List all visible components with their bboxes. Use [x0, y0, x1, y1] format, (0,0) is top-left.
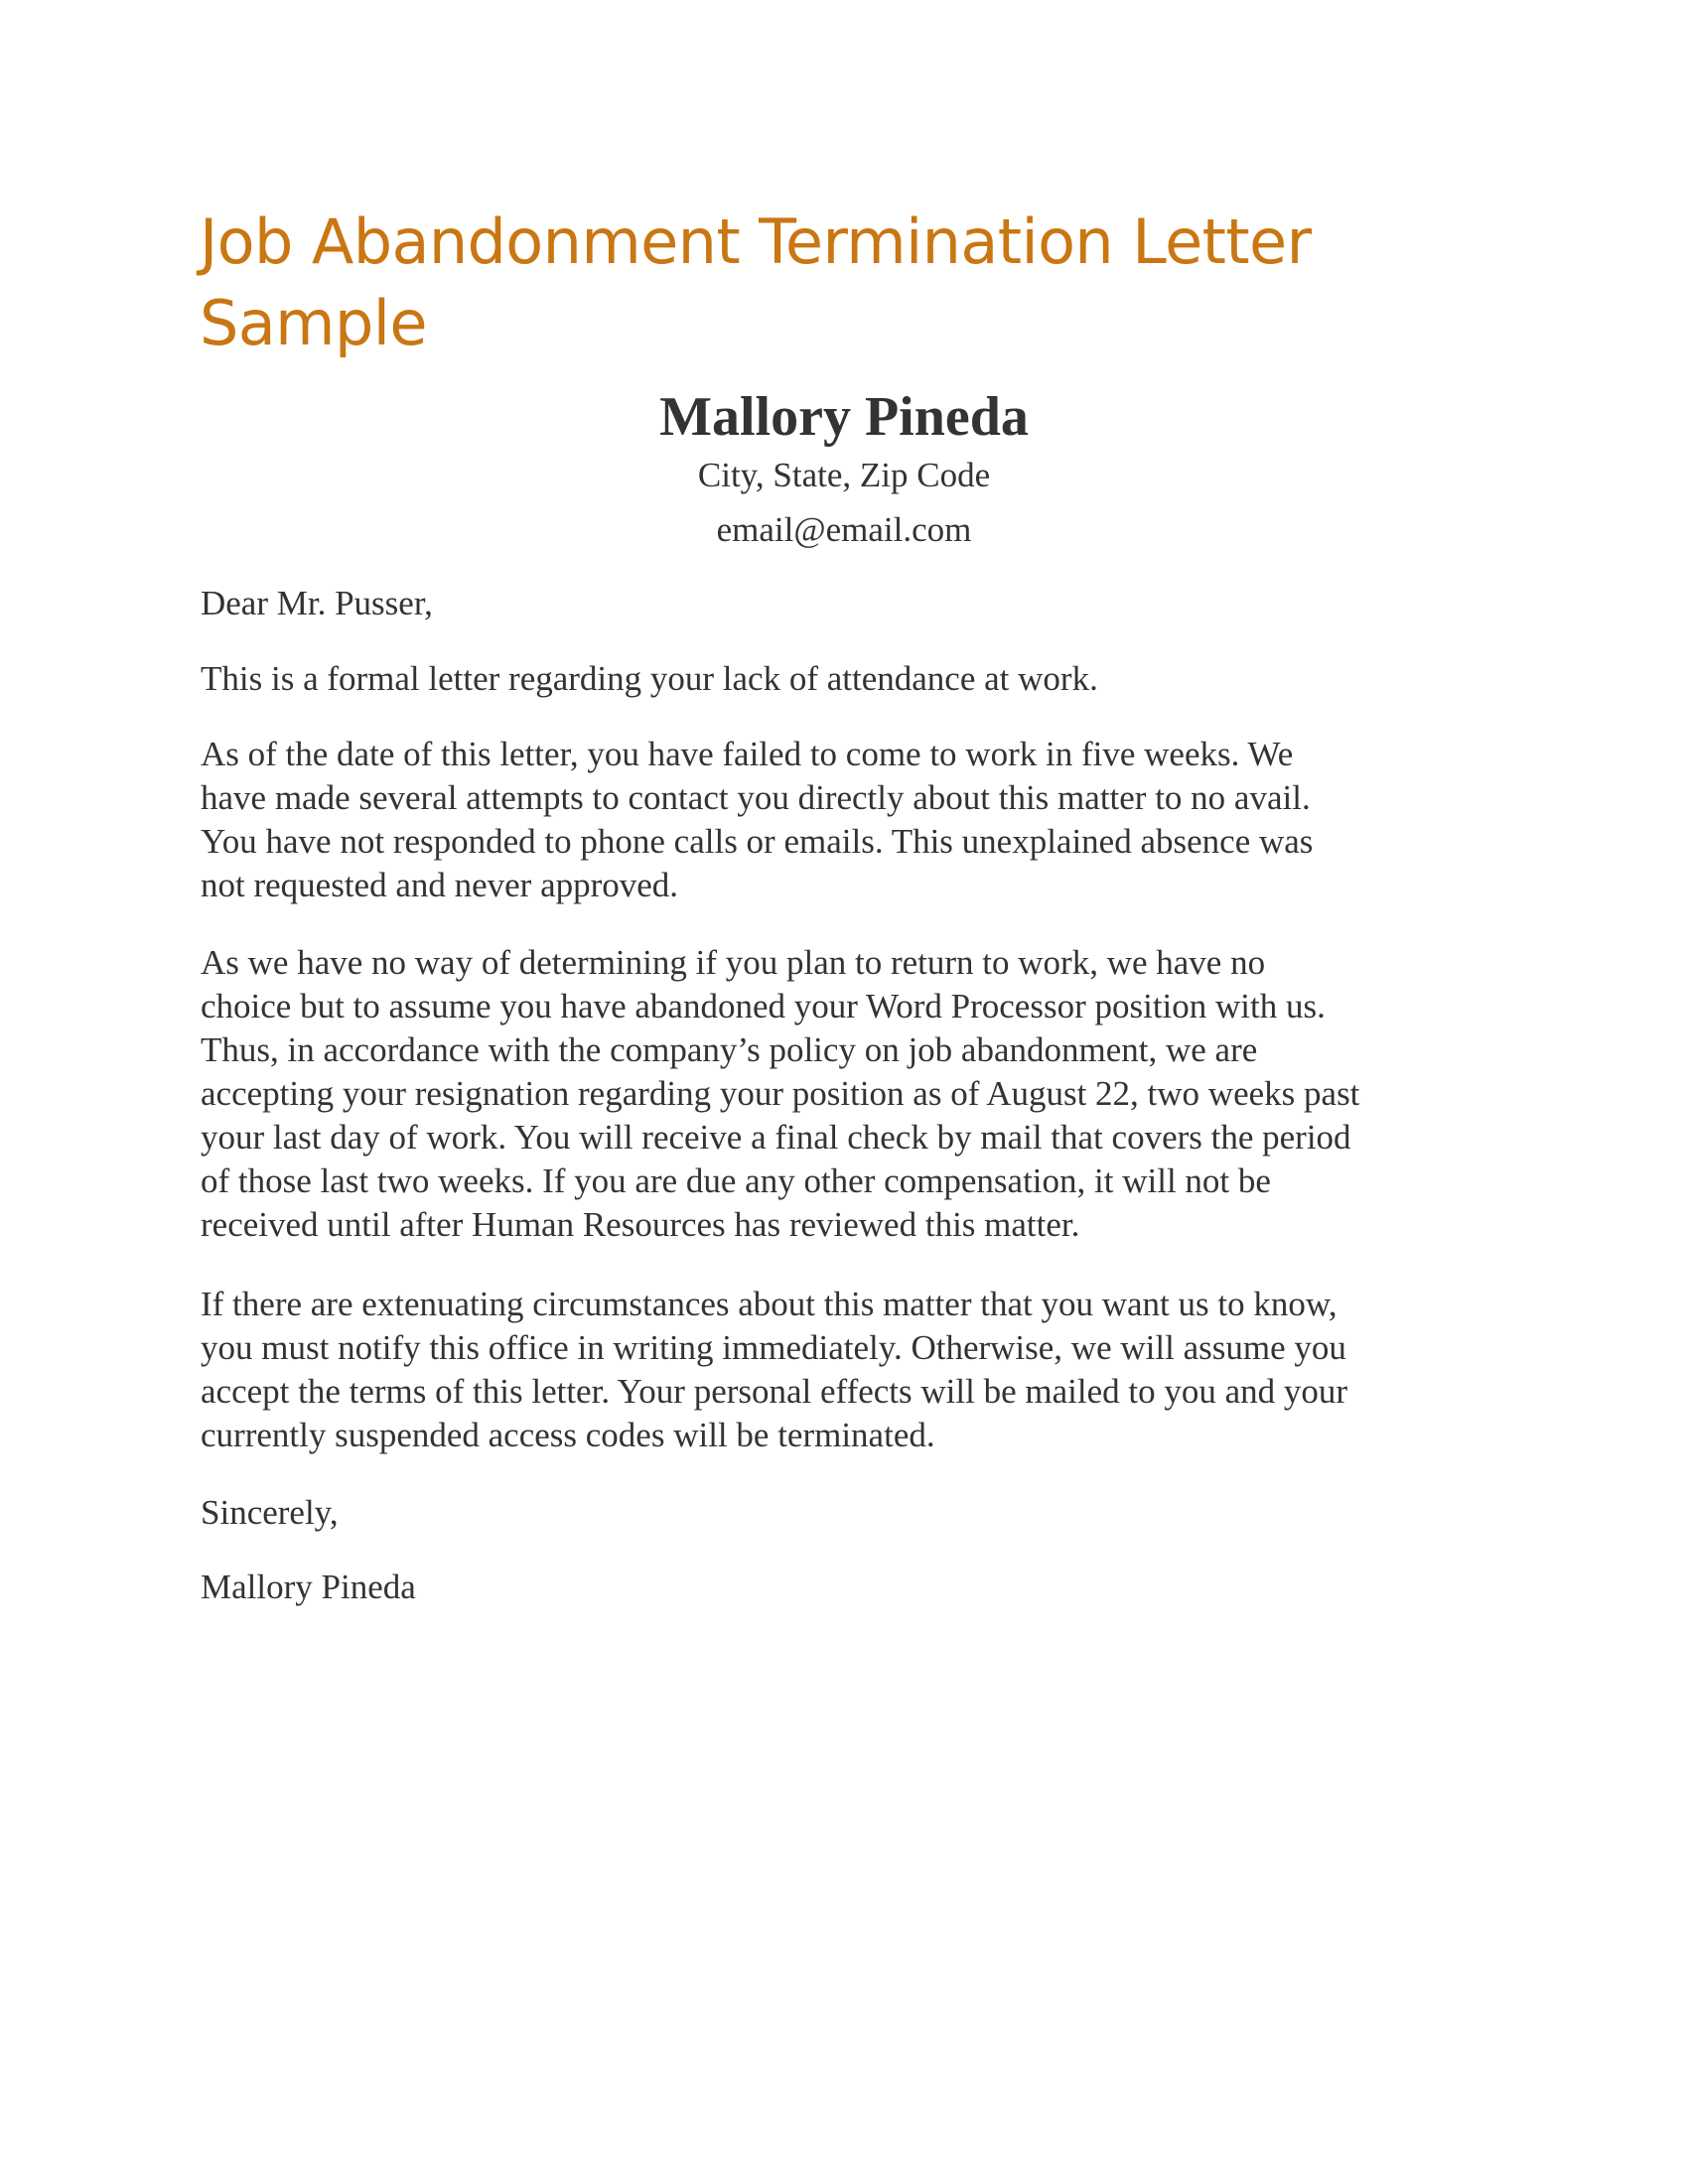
sender-email: email@email.com [716, 510, 972, 549]
paragraph-line: accept the terms of this letter. Your personal effects will be mailed to you and your [201, 1372, 1348, 1411]
paragraph-line: choice but to assume you have abandoned your Word Processor position with us. [201, 987, 1326, 1025]
salutation [201, 582, 1551, 625]
paragraph-line: This is a formal letter regarding your lack of attendance at work. [201, 659, 1098, 698]
paragraph-line: As we have no way of determining if you plan to return to work, we have no [201, 943, 1266, 982]
paragraph-line: Thus, in accordance with the company’s policy on job abandonment, we are [201, 1030, 1258, 1069]
body-paragraph-4 [201, 1283, 1551, 1457]
signature-name: Mallory Pineda [201, 1568, 416, 1606]
paragraph-line: As of the date of this letter, you have failed to come to work in five weeks. We [201, 735, 1294, 773]
paragraph-line: your last day of work. You will receive a final check by mail that covers the period [201, 1118, 1351, 1157]
body-paragraph-2 [201, 733, 1551, 907]
paragraph-line: If there are extenuating circumstances about this matter that you want us to know, [201, 1285, 1337, 1323]
document-title [200, 202, 1590, 364]
document-title-line-2: Sample [200, 287, 427, 359]
paragraph-line: of those last two weeks. If you are due any other compensation, it will not be [201, 1161, 1271, 1200]
paragraph-line: have made several attempts to contact you directly about this matter to no avail. [201, 778, 1311, 817]
closing [201, 1491, 1551, 1535]
document-title-line-1: Job Abandonment Termination Letter [200, 205, 1312, 278]
paragraph-line: You have not responded to phone calls or emails. This unexplained absence was [201, 822, 1314, 861]
paragraph-line: currently suspended access codes will be terminated. [201, 1416, 935, 1454]
sender-name: Mallory Pineda [659, 386, 1029, 448]
paragraph-line: received until after Human Resources has reviewed this matter. [201, 1205, 1080, 1244]
signature [201, 1566, 1551, 1609]
sender-address: City, State, Zip Code [697, 456, 991, 494]
body-paragraph-3 [201, 941, 1551, 1247]
body-paragraph-1 [201, 657, 1551, 701]
paragraph-line: you must notify this office in writing immediately. Otherwise, we will assume you [201, 1328, 1346, 1367]
paragraph-line: not requested and never approved. [201, 866, 679, 904]
paragraph-line: accepting your resignation regarding your position as of August 22, two weeks past [201, 1074, 1360, 1113]
closing-text: Sincerely, [201, 1493, 339, 1532]
salutation-text: Dear Mr. Pusser, [201, 584, 433, 622]
